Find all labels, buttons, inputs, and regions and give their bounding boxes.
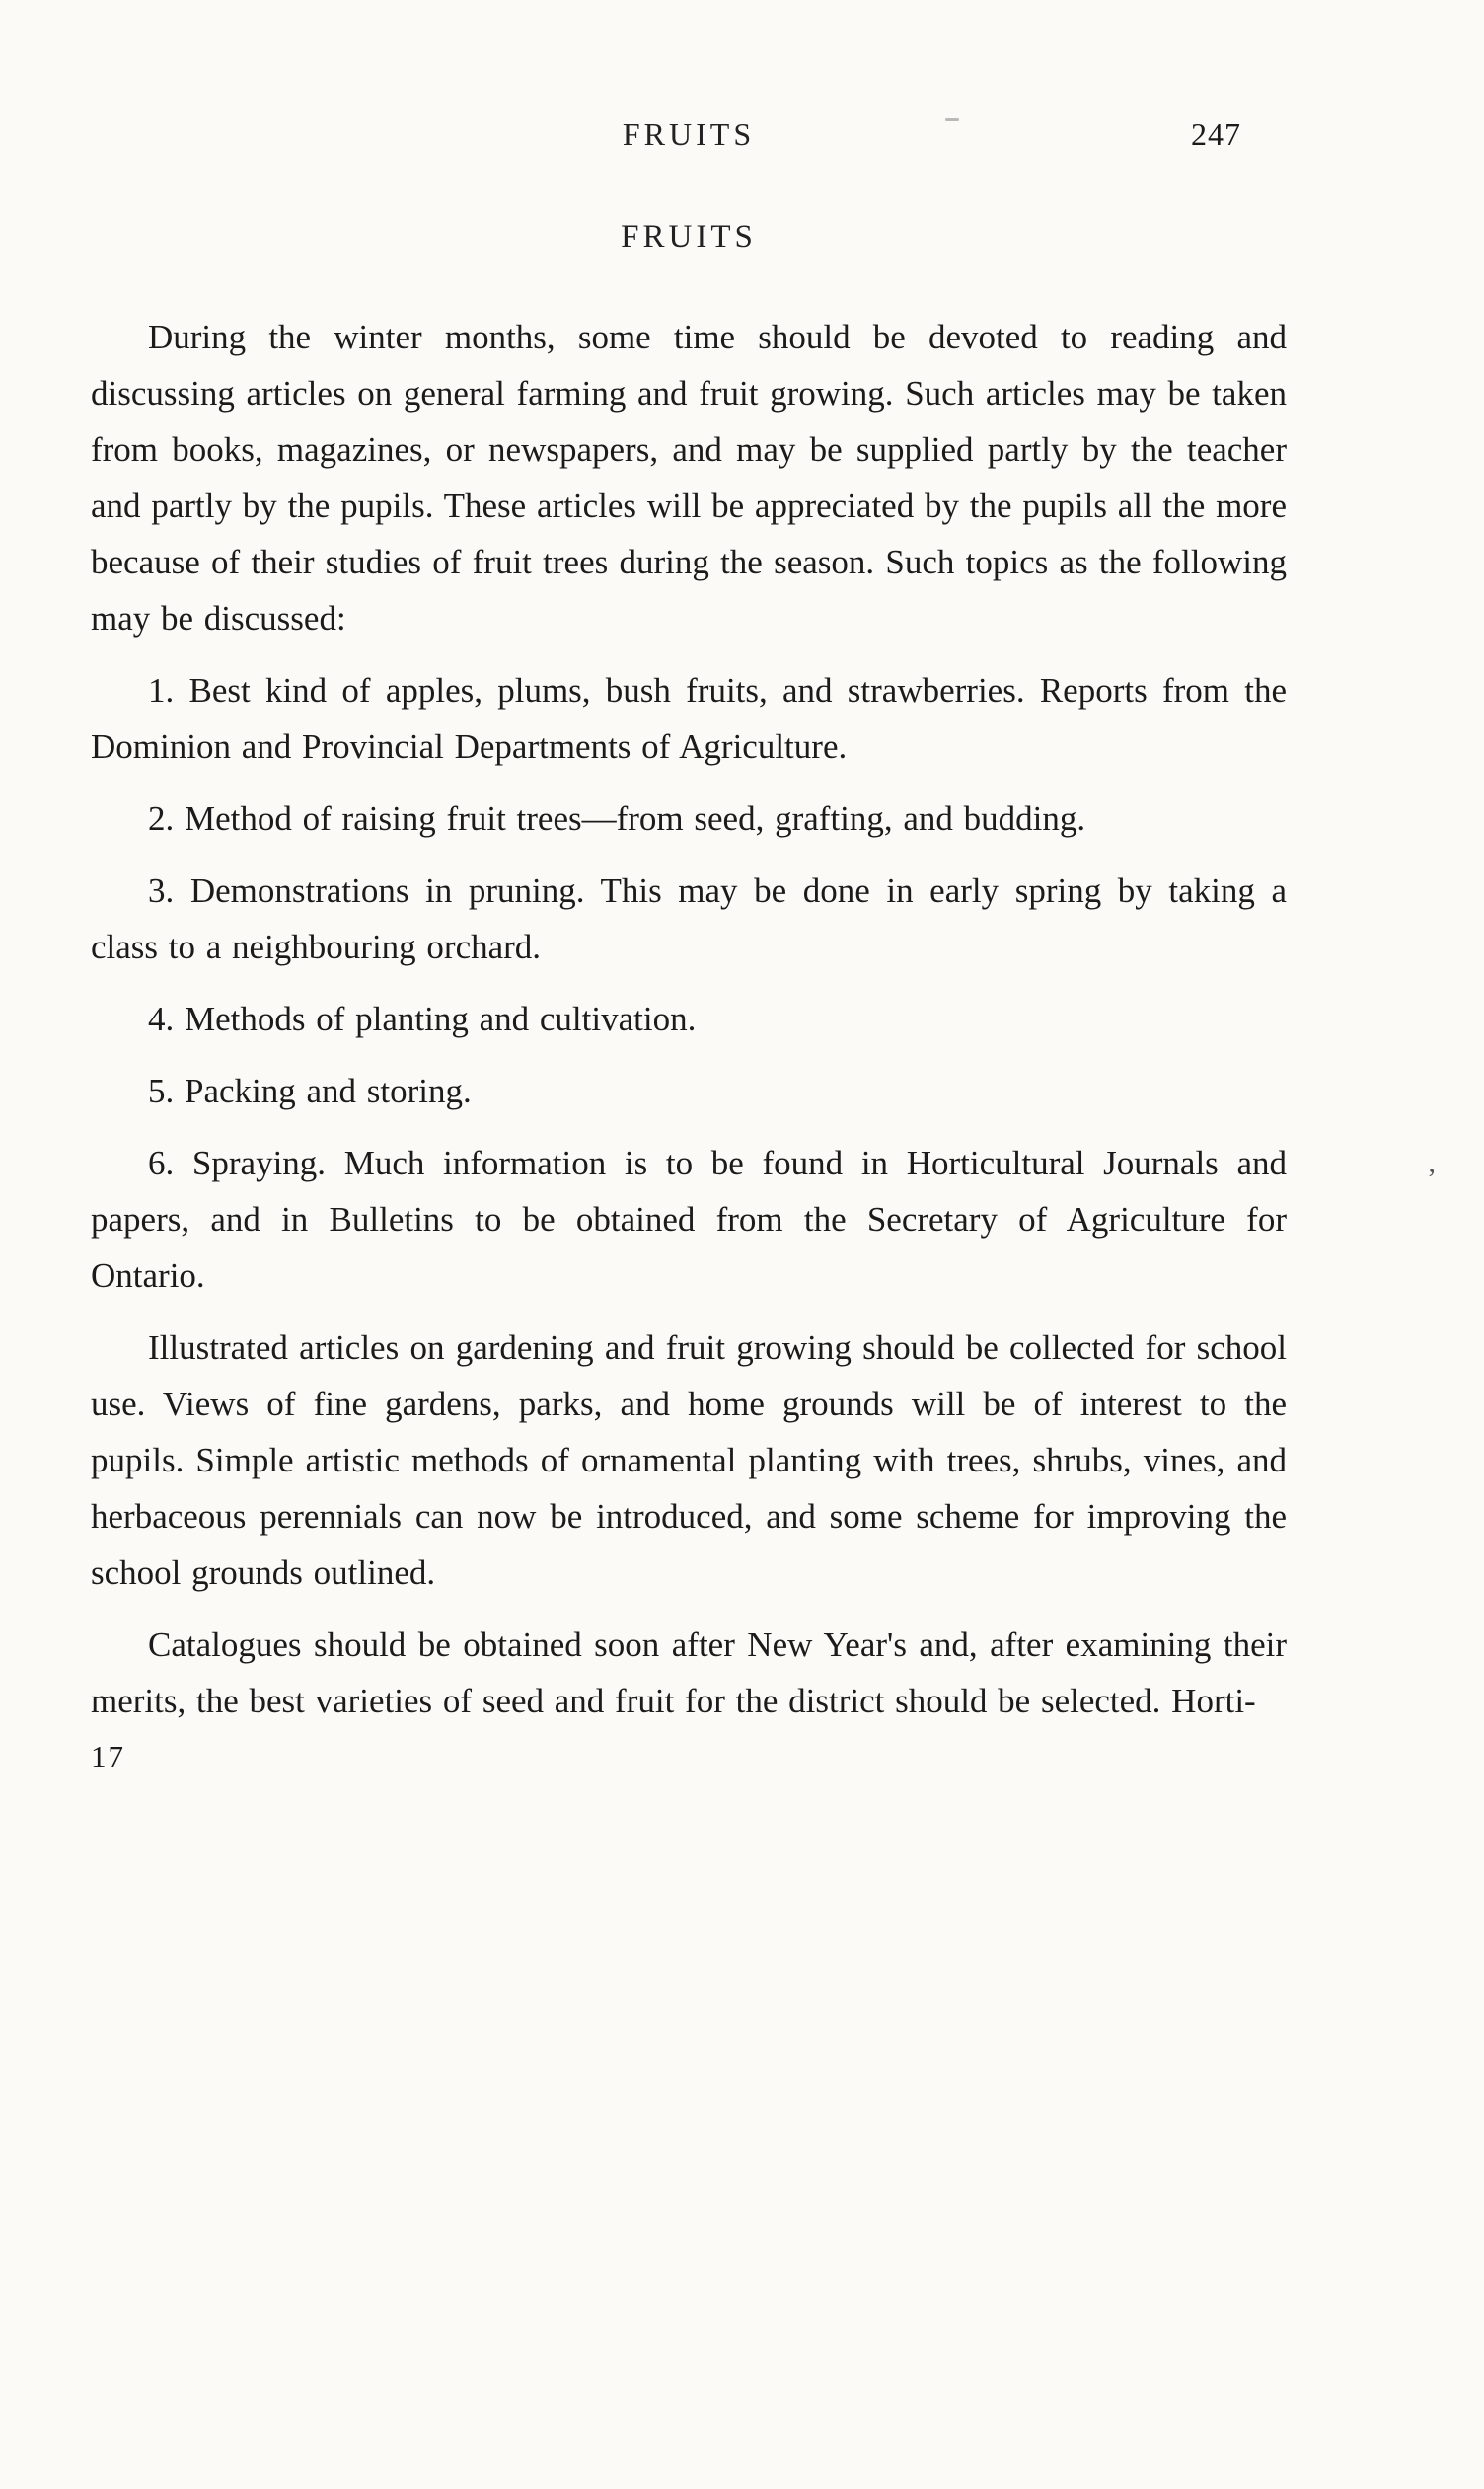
running-title: FRUITS [622, 116, 756, 152]
list-item-4: 4. Methods of planting and cultivation. [148, 1000, 697, 1038]
paragraph-catalogues: Catalogues should be obtained soon after New Year's and, after examining their merits, the best varieties of seed and fruit for the district should be selected. Horti- [91, 1625, 1287, 1720]
signature-mark: 17 [91, 1739, 125, 1773]
page-body [91, 309, 1287, 1729]
paragraph-illustrated-articles: Illustrated articles on gardening and fruit growing should be collected for school use. Views of fine gardens, parks, and home grounds will be of interest to the pupils. Simple artistic methods of ornamental planting with trees, shrubs, vines, and herbaceous perennials can now be introduced, and some scheme for improving the school grounds outlined. [91, 1328, 1287, 1592]
paragraph-intro: During the winter months, some time should be devoted to reading and discussing articles on general farming and fruit growing. Such articles may be taken from books, magazines, or newspapers, and may be supplied partly by the teacher and partly by the pupils. These articles will be appreciated by the pupils all the more because of their studies of fruit trees during the season. Such topics as the following may be discussed: [91, 318, 1287, 638]
page-content [91, 116, 1287, 1774]
list-item-2: 2. Method of raising fruit trees—from seed, grafting, and budding. [148, 799, 1086, 838]
scan-artifact [945, 118, 959, 121]
list-item-6: 6. Spraying. Much information is to be found in Horticultural Journals and papers, and in Bulletins to be obtained from the Secretary of Agriculture for Ontario. [91, 1144, 1287, 1295]
scan-artifact: ’ [1427, 1163, 1437, 1195]
list-item-5: 5. Packing and storing. [148, 1072, 472, 1110]
list-item-1: 1. Best kind of apples, plums, bush fruits, and strawberries. Reports from the Dominion and Provincial Departments of Agriculture. [91, 671, 1287, 766]
running-header [91, 116, 1287, 162]
list-item-3: 3. Demonstrations in pruning. This may be done in early spring by taking a class to a neighbouring orchard. [91, 871, 1287, 966]
section-title: FRUITS [621, 219, 757, 255]
page-number: 247 [1191, 116, 1241, 152]
